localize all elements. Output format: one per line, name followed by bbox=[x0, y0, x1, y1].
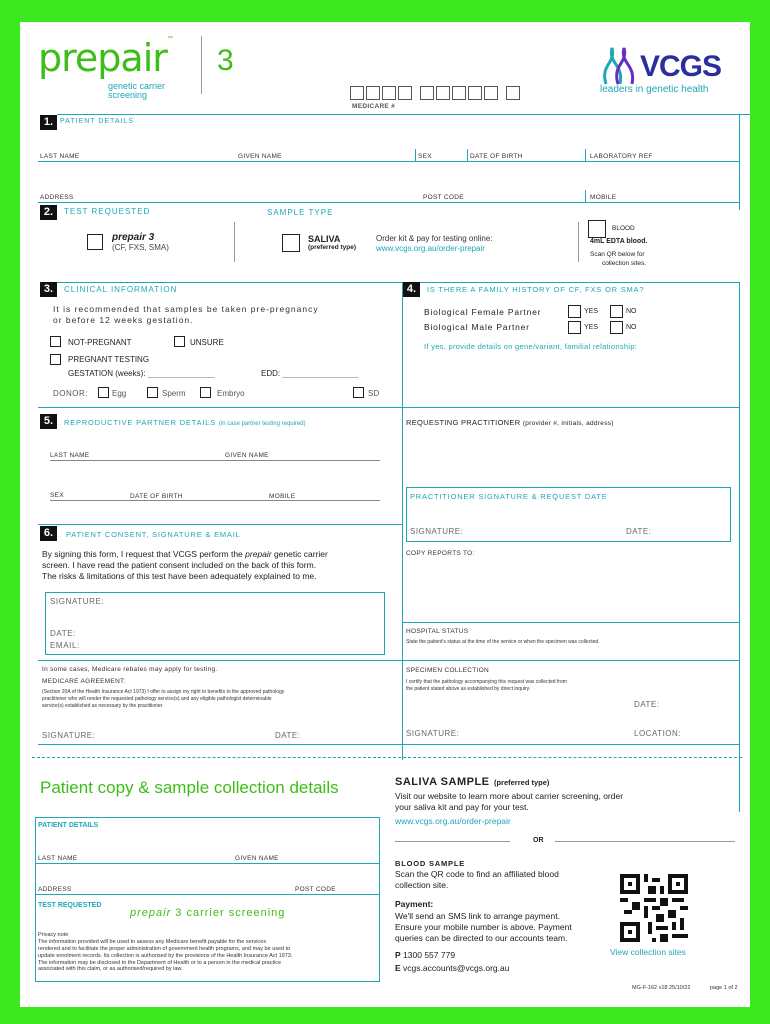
logo-divider bbox=[201, 36, 202, 94]
section-1-title: PATIENT DETAILS bbox=[60, 118, 134, 125]
prepair-wordmark: prepair bbox=[38, 36, 167, 80]
not-pregnant-checkbox[interactable] bbox=[50, 336, 61, 347]
section-3-right-rule bbox=[402, 282, 403, 407]
order-url[interactable]: www.vcgs.org.au/order-prepair bbox=[376, 244, 485, 253]
copy-test-requested: TEST REQUESTED bbox=[38, 902, 102, 909]
male-no-checkbox[interactable] bbox=[610, 321, 623, 334]
consent-line-3: The risks & limitations of this test have been adequately explained to me. bbox=[42, 571, 317, 581]
section-5-number: 5. bbox=[40, 414, 57, 429]
payment-line-2: Ensure your mobile number is above. Payment bbox=[395, 922, 572, 932]
sperm-checkbox[interactable] bbox=[147, 387, 158, 398]
privacy-line: rendered and to facilitate the proper administration of government health programs, and may be used to bbox=[38, 945, 291, 952]
agreement-line-1: (Section 20A of the Health Insurance Act 1973) I offer to assign my right to benefits to the approved pathology bbox=[42, 689, 285, 695]
prepair-3-checkbox[interactable] bbox=[87, 234, 103, 250]
pregnant-testing-label: PREGNANT TESTING bbox=[68, 355, 150, 364]
hospital-status-label[interactable]: HOSPITAL STATUS bbox=[406, 628, 469, 635]
egg-label: Egg bbox=[112, 389, 127, 398]
section-3-number: 3. bbox=[40, 282, 57, 297]
order-online-text: Order kit & pay for testing online: bbox=[376, 234, 493, 243]
last-name-label[interactable]: LAST NAME bbox=[40, 153, 80, 160]
form-right-border bbox=[739, 282, 740, 812]
blood-text-2: collection site. bbox=[395, 880, 449, 890]
recommendation-2: or before 12 weeks gestation. bbox=[53, 315, 194, 325]
section-2-title: TEST REQUESTED bbox=[64, 207, 151, 216]
copy-test-rest: 3 carrier screening bbox=[171, 907, 286, 919]
medicare-rebate: In some cases, Medicare rebates may apply for testing. bbox=[42, 666, 218, 673]
specimen-note-1: I certify that the pathology accompanying this request was collected from bbox=[406, 679, 567, 685]
partner-given-name[interactable]: GIVEN NAME bbox=[225, 452, 269, 459]
privacy-title: Privacy note bbox=[38, 932, 69, 938]
copy-address[interactable]: ADDRESS bbox=[38, 886, 72, 893]
section-4-number: 4. bbox=[403, 282, 420, 297]
sample-divider bbox=[234, 222, 235, 262]
col-divider bbox=[585, 190, 586, 202]
section-5-title-text: REPRODUCTIVE PARTNER DETAILS bbox=[64, 418, 217, 427]
phone-prefix: P bbox=[395, 950, 401, 960]
col-divider bbox=[415, 149, 416, 161]
saliva-title-text: SALIVA SAMPLE bbox=[395, 776, 490, 788]
saliva-pref-text: (preferred type) bbox=[493, 778, 550, 787]
blood-scan-2: collection sites. bbox=[602, 260, 647, 267]
consent-1b: prepair bbox=[245, 549, 272, 559]
col-divider bbox=[467, 149, 468, 161]
phone-line bbox=[395, 950, 455, 960]
edd-text: EDD: bbox=[261, 369, 281, 378]
visit-line-2: your saliva kit and pay for your test. bbox=[395, 802, 529, 812]
sd-checkbox[interactable] bbox=[353, 387, 364, 398]
specimen-date-label[interactable]: DATE: bbox=[634, 700, 660, 709]
medicare-label: MEDICARE # bbox=[352, 103, 396, 110]
section-rule bbox=[38, 524, 402, 525]
consent-1a: By signing this form, I request that VCGS perform the bbox=[42, 549, 246, 559]
privacy-line: associated with this claim, or as authorised/required by law. bbox=[38, 966, 183, 973]
privacy-line: update enrolment records. Its collection is authorised by the provisions of the Health Insurance Act 1973. bbox=[38, 952, 293, 959]
donor-label: DONOR: bbox=[53, 389, 88, 398]
field-rule bbox=[36, 863, 379, 864]
sex-label[interactable]: SEX bbox=[418, 153, 432, 160]
privacy-line: The information provided will be used to assess any Medicare benefit payable for the services bbox=[38, 938, 267, 945]
payment-title: Payment: bbox=[395, 899, 434, 909]
egg-checkbox[interactable] bbox=[98, 387, 109, 398]
male-yes-label: YES bbox=[584, 324, 599, 331]
patient-signature-label: SIGNATURE: bbox=[50, 597, 105, 606]
female-no-label: NO bbox=[626, 308, 637, 315]
email-line bbox=[395, 963, 509, 973]
medicare-agreement-title: MEDICARE AGREEMENT: bbox=[42, 678, 126, 685]
section-6-title: PATIENT CONSENT, SIGNATURE & EMAIL bbox=[66, 530, 241, 539]
embryo-label: Embryo bbox=[217, 389, 245, 398]
subtitle-line-1: genetic carrier bbox=[108, 81, 166, 91]
patient-email-label: EMAIL: bbox=[50, 641, 80, 650]
gestation-line: _______________ bbox=[147, 369, 215, 378]
sample-divider bbox=[578, 222, 579, 262]
female-partner-label: Biological Female Partner bbox=[424, 307, 542, 317]
copy-given-name[interactable]: GIVEN NAME bbox=[235, 855, 279, 862]
agreement-line-3: service(s) established as necessary by the practitioner. bbox=[42, 703, 164, 709]
partner-last-name[interactable]: LAST NAME bbox=[50, 452, 90, 459]
male-partner-label: Biological Male Partner bbox=[424, 322, 530, 332]
section-5-title-note: (in case partner testing required) bbox=[218, 421, 306, 427]
female-yes-checkbox[interactable] bbox=[568, 305, 581, 318]
section-rule bbox=[403, 622, 739, 623]
partner-mobile[interactable]: MOBILE bbox=[269, 493, 296, 500]
copy-postcode[interactable]: POST CODE bbox=[295, 886, 336, 893]
gestation-label[interactable] bbox=[68, 369, 214, 378]
sample-type-title: SAMPLE TYPE bbox=[267, 208, 334, 217]
subtitle-line-2: screening bbox=[108, 90, 148, 100]
lab-ref-label[interactable]: LABORATORY REF bbox=[590, 153, 653, 160]
payment-line-1: We'll send an SMS link to arrange payment. bbox=[395, 911, 560, 921]
blood-checkbox[interactable] bbox=[588, 220, 606, 238]
section-rule bbox=[38, 407, 739, 408]
mobile-label[interactable]: MOBILE bbox=[590, 194, 617, 201]
accounts-email[interactable]: vcgs.accounts@vcgs.org.au bbox=[403, 963, 510, 973]
female-no-checkbox[interactable] bbox=[610, 305, 623, 318]
saliva-sample-title bbox=[395, 772, 549, 790]
sd-label: SD bbox=[368, 389, 380, 398]
sperm-label: Sperm bbox=[162, 389, 186, 398]
practitioner-title: REQUESTING PRACTITIONER bbox=[406, 418, 521, 427]
or-divider: OR bbox=[533, 837, 544, 844]
partner-sex[interactable]: SEX bbox=[50, 492, 64, 499]
edd-label[interactable] bbox=[261, 369, 358, 378]
saliva-preferred: (preferred type) bbox=[308, 244, 357, 251]
consent-1c: genetic carrier bbox=[271, 549, 328, 559]
practitioner-date-label: DATE: bbox=[626, 527, 652, 536]
copy-test-brand: prepair bbox=[130, 907, 172, 919]
medicare-date-label[interactable]: DATE: bbox=[275, 731, 301, 740]
specimen-collection-label: SPECIMEN COLLECTION bbox=[406, 667, 489, 674]
embryo-checkbox[interactable] bbox=[200, 387, 211, 398]
field-rule bbox=[50, 500, 380, 501]
address-label[interactable]: ADDRESS bbox=[40, 194, 74, 201]
practitioner-sig-title: PRACTITIONER SIGNATURE & REQUEST DATE bbox=[410, 492, 608, 501]
field-rule bbox=[50, 460, 380, 461]
form-right-border bbox=[739, 114, 740, 210]
email-prefix: E bbox=[395, 963, 401, 973]
or-rule-right bbox=[555, 841, 735, 842]
test-subtitle: (CF, FXS, SMA) bbox=[112, 243, 169, 252]
unsure-checkbox[interactable] bbox=[174, 336, 185, 347]
agreement-line-2: practitioner who will render the requested pathology service(s) and any eligible pathologist determinable bbox=[42, 696, 272, 702]
practitioner-note: (provider #, initials, address) bbox=[522, 420, 614, 427]
section-6-number: 6. bbox=[40, 526, 57, 541]
blood-sample-title: BLOOD SAMPLE bbox=[395, 859, 466, 868]
order-prepair-link[interactable]: www.vcgs.org.au/order-prepair bbox=[395, 816, 511, 826]
or-rule-left bbox=[395, 841, 510, 842]
saliva-checkbox[interactable] bbox=[282, 234, 300, 252]
blood-subtitle: 4mL EDTA blood. bbox=[590, 238, 648, 245]
patient-copy-title: Patient copy & sample collection details bbox=[40, 778, 339, 797]
prepair-subtitle bbox=[108, 82, 165, 100]
practitioner-sig-label: SIGNATURE: bbox=[410, 527, 464, 536]
family-history-note: If yes, provide details on gene/variant, familial relationship: bbox=[424, 342, 638, 351]
dob-label[interactable]: DATE OF BIRTH bbox=[470, 153, 523, 160]
edd-line: _________________ bbox=[282, 369, 358, 378]
unsure-label: UNSURE bbox=[190, 338, 224, 347]
blood-scan-1: Scan QR below for bbox=[590, 251, 645, 258]
product-number: 3 bbox=[217, 44, 234, 77]
section-1-number: 1. bbox=[40, 115, 57, 130]
consent-line-2: screen. I have read the patient consent included on the back of this form. bbox=[42, 560, 317, 570]
copy-last-name[interactable]: LAST NAME bbox=[38, 855, 78, 862]
section-4-top-rule bbox=[420, 282, 739, 283]
pregnant-testing-checkbox[interactable] bbox=[50, 354, 61, 365]
vcgs-tagline: leaders in genetic health bbox=[600, 84, 709, 95]
specimen-location-label[interactable]: LOCATION: bbox=[634, 729, 682, 738]
patient-date-label: DATE: bbox=[50, 629, 76, 638]
cut-line bbox=[32, 757, 742, 758]
vcgs-wordmark: VCGS bbox=[640, 50, 722, 83]
section-2-number: 2. bbox=[40, 205, 57, 220]
requesting-practitioner bbox=[406, 418, 614, 427]
center-divider bbox=[402, 407, 403, 760]
visit-line-1: Visit our website to learn more about carrier screening, order bbox=[395, 791, 624, 801]
male-yes-checkbox[interactable] bbox=[568, 321, 581, 334]
row-rule bbox=[38, 202, 739, 203]
medicare-signature-label[interactable]: SIGNATURE: bbox=[42, 731, 96, 740]
privacy-line: The information may be disclosed to the Department of Health or to a person in the medical practice bbox=[38, 959, 282, 966]
female-yes-label: YES bbox=[584, 308, 599, 315]
specimen-signature-label[interactable]: SIGNATURE: bbox=[406, 729, 460, 738]
copy-test-name bbox=[130, 907, 285, 919]
row-rule bbox=[38, 161, 739, 162]
col-divider bbox=[585, 149, 586, 161]
partner-dob[interactable]: DATE OF BIRTH bbox=[130, 493, 183, 500]
section-rule bbox=[38, 660, 402, 661]
section-3-title: CLINICAL INFORMATION bbox=[64, 285, 178, 294]
section-3-top-rule bbox=[57, 282, 402, 283]
privacy-note bbox=[38, 932, 292, 973]
blood-label: BLOOD bbox=[612, 225, 635, 232]
blood-text-1: Scan the QR code to find an affiliated blood bbox=[395, 869, 559, 879]
postcode-label[interactable]: POST CODE bbox=[423, 194, 464, 201]
page-number: page 1 of 2 bbox=[710, 985, 738, 991]
copy-patient-details: PATIENT DETAILS bbox=[38, 822, 99, 829]
section-1-top-rule bbox=[57, 114, 750, 115]
hospital-status-note: State the patient's status at the time of the service or when the specimen was collected. bbox=[406, 639, 600, 645]
payment-line-3: queries can be directed to our accounts team. bbox=[395, 933, 568, 943]
recommendation-1: It is recommended that samples be taken pre-pregnancy bbox=[53, 304, 319, 314]
section-5-title bbox=[64, 418, 306, 427]
ribbon-icon bbox=[598, 44, 644, 88]
bottom-rule bbox=[38, 744, 739, 745]
copy-reports-label[interactable]: COPY REPORTS TO: bbox=[406, 550, 475, 557]
not-pregnant-label: NOT-PREGNANT bbox=[68, 338, 132, 347]
test-name: prepair 3 bbox=[112, 232, 155, 243]
view-collection-sites[interactable]: View collection sites bbox=[610, 947, 686, 957]
qr-code-graphic bbox=[620, 874, 688, 942]
given-name-label[interactable]: GIVEN NAME bbox=[238, 153, 282, 160]
gestation-text: GESTATION (weeks): bbox=[68, 369, 146, 378]
consent-line-1 bbox=[42, 549, 328, 559]
trademark: ™ bbox=[166, 36, 173, 42]
specimen-note-2: the patient stated above as established by direct inquiry. bbox=[406, 686, 531, 692]
qr-code-icon[interactable] bbox=[620, 874, 688, 942]
section-4-title: IS THERE A FAMILY HISTORY OF CF, FXS OR SMA? bbox=[427, 285, 645, 294]
section-rule bbox=[403, 660, 739, 661]
field-rule bbox=[36, 894, 379, 895]
form-code: MG-F-162 v18 25/10/22 bbox=[632, 985, 691, 991]
male-no-label: NO bbox=[626, 324, 637, 331]
request-form bbox=[20, 22, 750, 1007]
phone-number[interactable]: 1300 557 779 bbox=[403, 950, 456, 960]
saliva-label: SALIVA bbox=[308, 234, 341, 244]
